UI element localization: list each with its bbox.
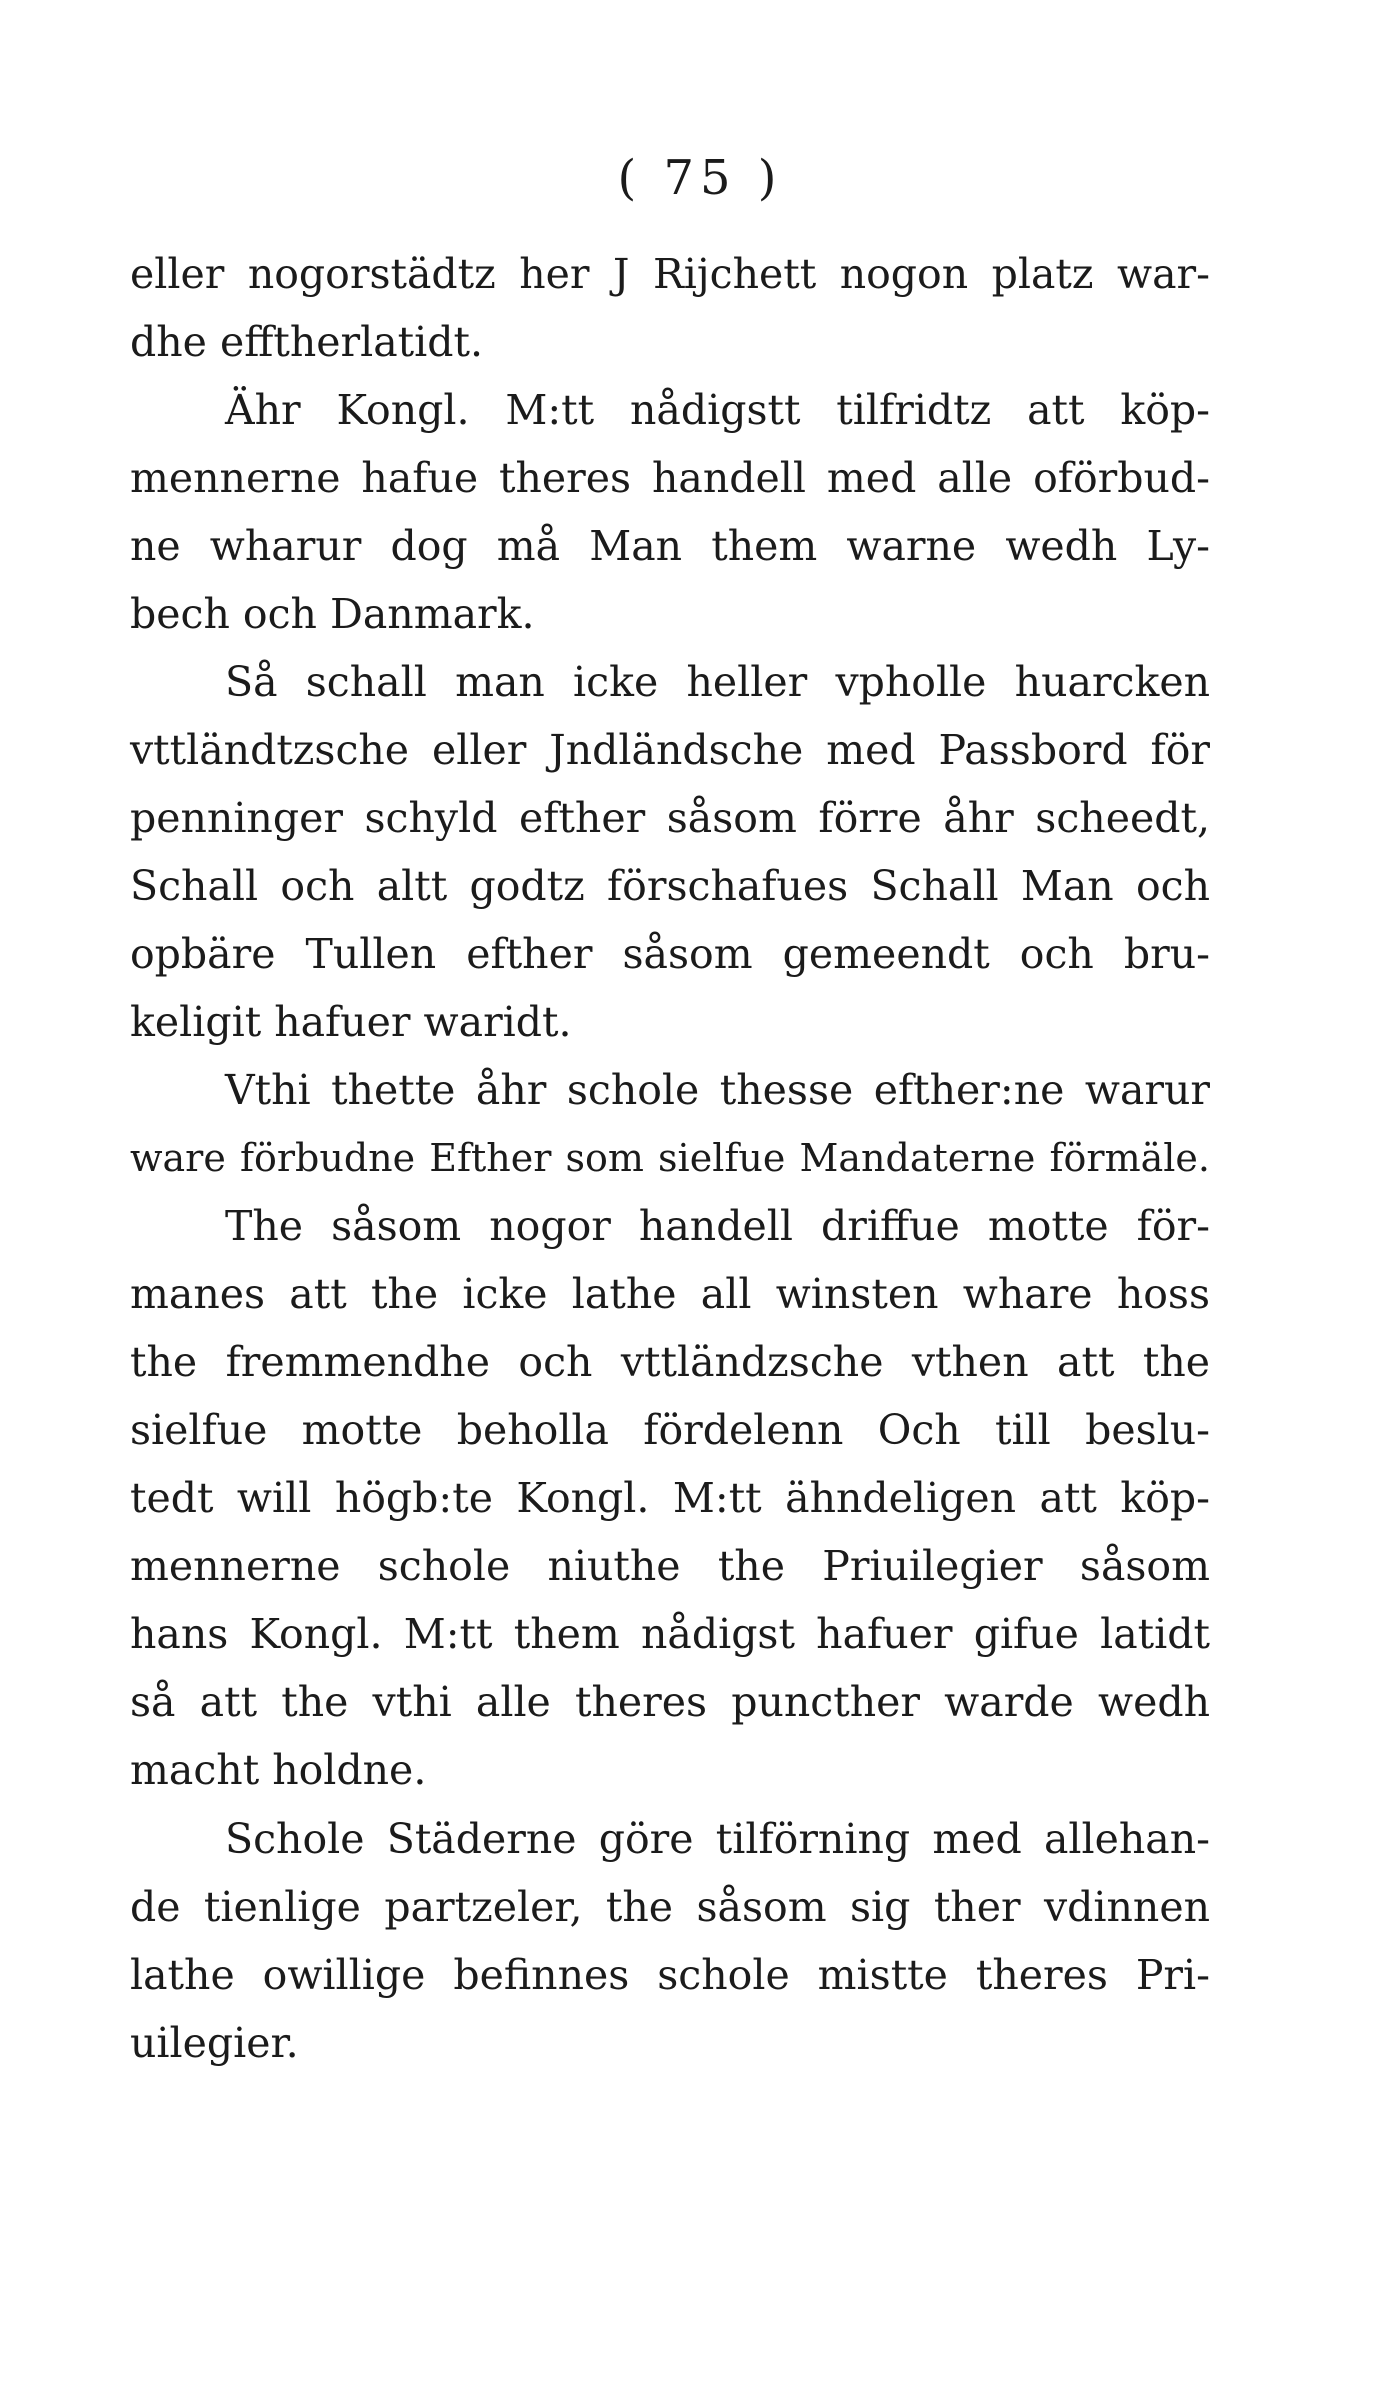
- text-line: lathe owillige befinnes schole mistte theres Pri-: [130, 1951, 1210, 1999]
- text-line: vttländtzsche eller Jndländsche med Passbord för: [130, 726, 1210, 774]
- text-line: sielfue motte beholla fördelenn Och till beslu-: [130, 1406, 1210, 1454]
- text-line: Schole Städerne göre tilförning med allehan-: [225, 1815, 1210, 1863]
- text-line: Så schall man icke heller vpholle huarcken: [225, 658, 1210, 706]
- paragraph-5: [130, 1192, 1210, 1804]
- paragraph-6: [130, 1805, 1210, 2077]
- text-line: opbäre Tullen efther såsom gemeendt och bru-: [130, 930, 1210, 978]
- paragraph-3: [130, 648, 1210, 1056]
- paragraph-4: [130, 1056, 1210, 1192]
- text-line: ware förbudne Efther som sielfue Mandaterne förmäle.: [130, 1136, 1210, 1180]
- text-line: uilegier.: [130, 2019, 299, 2067]
- text-line: hans Kongl. M:tt them nådigst hafuer gifue latidt: [130, 1610, 1210, 1658]
- text-line: tedt will högb:te Kongl. M:tt ähndeligen att köp-: [130, 1474, 1210, 1522]
- text-line: Vthi thette åhr schole thesse efther:ne warur: [225, 1066, 1210, 1114]
- text-line: Schall och altt godtz förschafues Schall Man och: [130, 862, 1210, 910]
- text-line: bech och Danmark.: [130, 590, 535, 638]
- text-line: Ähr Kongl. M:tt nådigstt tilfridtz att köp-: [225, 386, 1210, 434]
- paragraph-2: [130, 376, 1210, 648]
- text-line: mennerne hafue theres handell med alle oförbud-: [130, 454, 1210, 502]
- paragraph-1: [130, 240, 1210, 376]
- text-line: eller nogorstädtz her J Rijchett nogon platz war-: [130, 250, 1210, 298]
- text-line: manes att the icke lathe all winsten whare hoss: [130, 1270, 1210, 1318]
- text-line: ne wharur dog må Man them warne wedh Ly-: [130, 522, 1210, 570]
- text-line: de tienlige partzeler, the såsom sig ther vdinnen: [130, 1883, 1210, 1931]
- text-line: the fremmendhe och vttländzsche vthen att the: [130, 1338, 1210, 1386]
- text-line: keligit hafuer waridt.: [130, 998, 572, 1046]
- text-line: dhe efftherlatidt.: [130, 318, 483, 366]
- text-line: penninger schyld efther såsom förre åhr scheedt,: [130, 794, 1210, 842]
- text-line: The såsom nogor handell driffue motte för-: [225, 1202, 1210, 1250]
- text-line: macht holdne.: [130, 1746, 427, 1794]
- text-line: mennerne schole niuthe the Priuilegier såsom: [130, 1542, 1210, 1590]
- text-line: så att the vthi alle theres puncther warde wedh: [130, 1678, 1210, 1726]
- page-number: ( 75 ): [617, 150, 783, 206]
